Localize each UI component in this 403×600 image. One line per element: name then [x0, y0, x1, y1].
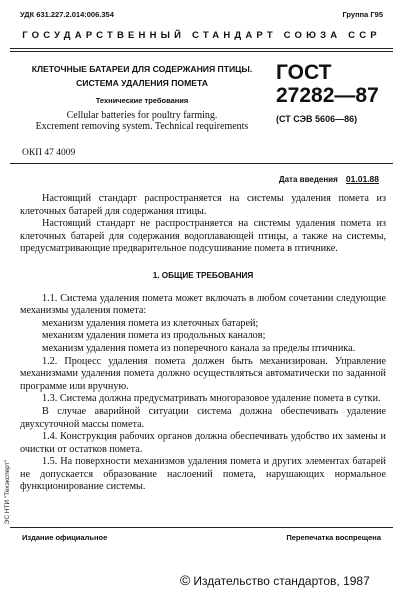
- official-edition-label: Издание официальное: [22, 533, 108, 542]
- clause-1-3: 1.3. Система должна предусматривать многоразовое удаление помета в сутки.: [42, 393, 381, 405]
- okp-rule: [10, 163, 393, 164]
- clause-1-1-item-3: механизм удаления помета из поперечного канала за пределы птичника.: [42, 342, 356, 354]
- introduction-date-value: 01.01.88: [345, 174, 379, 184]
- clause-1-1-item-1: механизм удаления помета из клеточных батарей;: [42, 317, 259, 329]
- introduction-date: [279, 174, 379, 184]
- clause-1-2: 1.2. Процесс удаления помета должен быть механизирован. Управление механизмами удаления помета должно осуществляться автоматически по заданной программе или вручную.: [20, 355, 386, 392]
- clause-1-3-emergency: В случае аварийной ситуации система должна обеспечивать удаление двухсуточной массы помета.: [20, 405, 386, 430]
- intro-paragraph-1: Настоящий стандарт распространяется на системы удаления помета из клеточных батарей для содержания птицы.: [20, 193, 386, 217]
- header-rule-thin: [10, 51, 393, 52]
- copyright-text: Издательство стандартов, 1987: [193, 574, 370, 588]
- introduction-date-label: Дата введения: [278, 175, 338, 184]
- clause-1-1-item-2: механизм удаления помета из продольных каналов;: [42, 330, 266, 342]
- intro-paragraph-2: Настоящий стандарт не распространяется на системы удаления помета из клеточных батарей для содержания водоплавающей птицы, а также на системы, предусматривающие предварительное подсушивание помета в птичнике.: [20, 218, 386, 255]
- document-body: [20, 193, 386, 494]
- section-title-general: 1. ОБЩИЕ ТРЕБОВАНИЯ: [152, 270, 254, 280]
- title-russian-line1: КЛЕТОЧНЫЕ БАТАРЕИ ДЛЯ СОДЕРЖАНИЯ ПТИЦЫ.: [31, 64, 253, 74]
- udk-code: УДК 631.227.2.014:006.354: [20, 10, 114, 19]
- gost-number: 27282—87: [276, 84, 379, 107]
- side-stamp: ЭС НТИ "Техэксперт": [4, 460, 11, 525]
- title-english-line2: Excrement removing system. Technical requirements: [35, 121, 249, 132]
- state-standard-header: ГОСУДАРСТВЕННЫЙ СТАНДАРТ СОЮЗА ССР: [22, 30, 381, 41]
- copyright-icon: ©: [180, 572, 191, 588]
- title-russian-line2: СИСТЕМА УДАЛЕНИЯ ПОМЕТА: [76, 78, 208, 88]
- group-code: Группа Г95: [342, 10, 383, 19]
- title-english-line1: Cellular batteries for poultry farming.: [66, 110, 218, 121]
- title-block: [22, 62, 262, 132]
- gost-designation: [276, 62, 396, 124]
- title-subtitle: Технические требования: [95, 96, 189, 105]
- header-rule-thick: [10, 48, 393, 49]
- footer-rule: [10, 527, 393, 528]
- gost-sev-reference: (СТ СЭВ 5606—86): [276, 114, 358, 124]
- clause-1-4: 1.4. Конструкция рабочих органов должна обеспечивать удобство их замены и очистки от остатков помета.: [20, 431, 386, 455]
- title-english: [22, 110, 262, 132]
- clause-1-1: 1.1. Система удаления помета может включать в любом сочетании следующие механизмы удаления помета:: [20, 292, 386, 317]
- reprint-prohibited-label: Перепечатка воспрещена: [286, 533, 381, 542]
- okp-code: ОКП 47 4009: [22, 148, 76, 158]
- gost-word: ГОСТ: [276, 61, 332, 84]
- copyright-line: [180, 572, 370, 588]
- clause-1-5: 1.5. На поверхности механизмов удаления помета и других элементах батарей не допускается образование наслоений помета, нарушающих нормальное функционирование системы.: [20, 456, 386, 493]
- title-russian: [22, 62, 262, 90]
